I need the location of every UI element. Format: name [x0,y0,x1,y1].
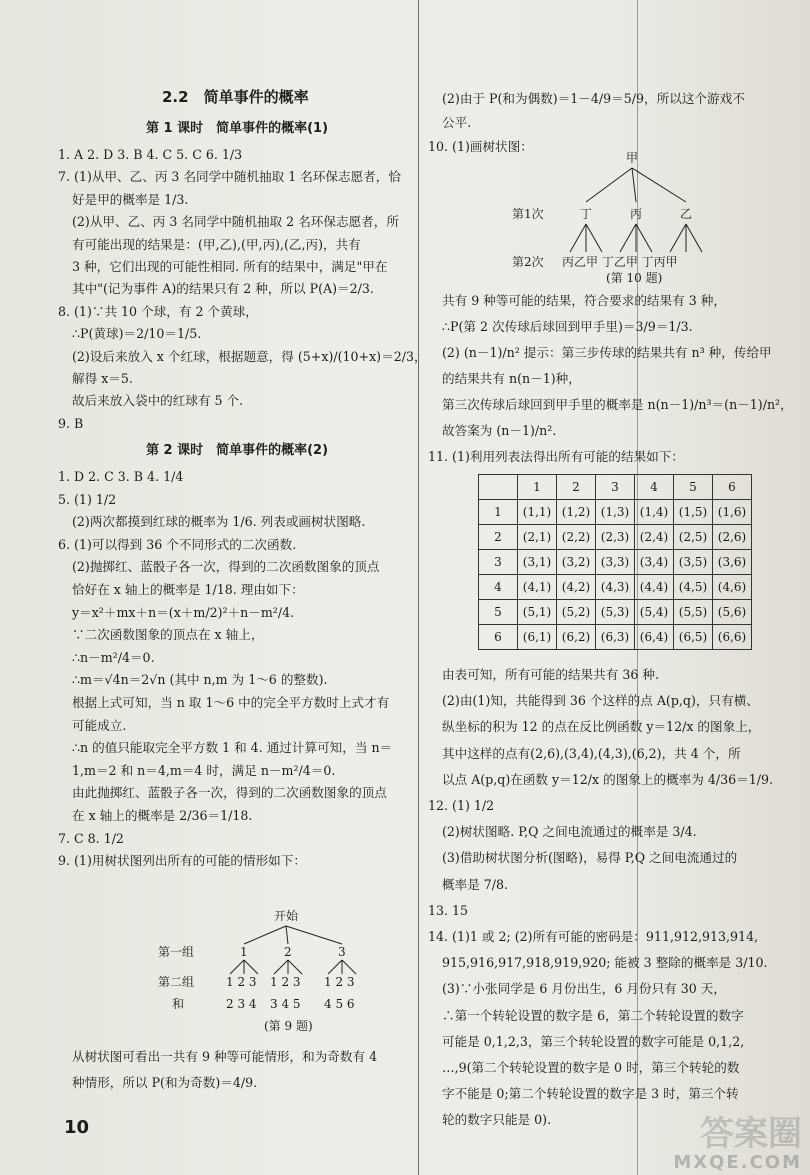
tree9-sum3: 4 5 6 [324,997,355,1011]
table-cell: (1,2) [557,500,596,525]
table-cell: (6,3) [596,625,635,650]
table-cell: (2,4) [635,525,674,550]
tree-diagram-9 [154,906,414,1036]
text-line: 1. D 2. C 3. B 4. 1/4 [58,469,184,484]
table-cell: 6 [479,625,518,650]
column-divider [418,0,419,1175]
text-line: 的结果共有 n(n－1)种， [442,371,581,386]
lesson2-title: 第 2 课时 简单事件的概率(2) [146,443,329,458]
table-row [479,550,752,575]
text-line: (3)借助树状图分析(图略)，易得 P,Q 之间电流通过的 [442,850,738,866]
table-cell: (5,2) [557,600,596,625]
table-cell: (6,2) [557,625,596,650]
table-header-cell [479,475,518,500]
text-line: 3 种，它们出现的可能性相同. 所有的结果中，满足"甲在 [72,259,388,274]
tree9-g2: 2 [284,945,292,959]
table-cell: 4 [479,575,518,600]
tree9-row2a: 1 2 3 [226,975,257,989]
table-cell: (1,1) [518,500,557,525]
tree9-row1-label: 第一组 [158,945,195,959]
table-cell: (4,6) [713,575,752,600]
text-line: ∴n 的值只能取完全平方数 1 和 4. 通过计算可知，当 n＝ [72,740,393,756]
table-row [479,600,752,625]
text-line: 其中这样的点有(2,6),(3,4),(4,3),(6,2)，共 4 个，所 [442,745,741,761]
tree9-start: 开始 [274,909,299,923]
text-line: 第三次传球后球回到甲手里的概率是 n(n－1)/n³＝(n－1)/n²， [442,397,793,412]
text-line: 概率是 7/8. [442,876,509,892]
text-line: 7. C 8. 1/2 [58,830,124,846]
text-line: 故答案为 (n－1)/n². [442,423,557,438]
text-line: 1. A 2. D 3. B 4. C 5. C 6. 1/3 [58,147,243,162]
table-cell: (4,3) [596,575,635,600]
text-line: 1,m＝2 和 n＝4,m＝4 时，满足 n－m²/4＝0. [72,762,336,778]
table-cell: 2 [479,525,518,550]
table-cell: (2,6) [713,525,752,550]
table-cell: (5,1) [518,600,557,625]
text-line: 种情形，所以 P(和为奇数)＝4/9. [72,1075,258,1090]
table-cell: (1,3) [596,500,635,525]
text-line: ∴P(第 2 次传球后球回到甲手里)＝3/9＝1/3. [442,319,693,334]
text-line: 13. 15 [428,902,469,918]
tree10-l1-a: 丁 [580,207,593,221]
table-cell: (3,3) [596,550,635,575]
text-line: 公平. [442,115,472,130]
table-cell: (5,4) [635,600,674,625]
text-line: 以点 A(p,q)在函数 y＝12/x 的图象上的概率为 4/36＝1/9. [442,771,774,787]
text-line: 11. (1)利用列表法得出所有可能的结果如下： [428,449,684,464]
page-number: 10 [64,1117,90,1138]
table-cell: (6,5) [674,625,713,650]
table-cell: (6,4) [635,625,674,650]
text-line: 轮的数字只能是 0). [442,1112,552,1128]
tree9-branches-bottom [230,960,356,974]
text-line: (2)树状图略. P,Q 之间电流通过的概率是 3/4. [442,824,697,840]
table-header-cell: 2 [557,475,596,500]
table-header-cell: 5 [674,475,713,500]
tree10-caption: (第 10 题) [606,271,663,285]
text-line: (2)从甲、乙、丙 3 名同学中随机抽取 2 名环保志愿者，所 [72,214,399,230]
tree9-g3: 3 [338,945,346,959]
text-line: 5. (1) 1/2 [58,491,117,507]
text-line: (2)两次都摸到红球的概率为 1/6. 列表或画树状图略. [72,514,366,530]
text-line: 好是甲的概率是 1/3. [72,191,189,207]
table-header-cell: 3 [596,475,635,500]
table-cell: (3,4) [635,550,674,575]
tree9-row2-label: 第二组 [158,975,195,989]
tree10-l1-c: 乙 [680,207,693,221]
table-cell: (5,3) [596,600,635,625]
text-line: 7. (1)从甲、乙、丙 3 名同学中随机抽取 1 名环保志愿者，恰 [58,169,401,185]
text-line: 可能是 0,1,2,3，第三个转轮设置的数字可能是 0,1,2, [442,1033,745,1049]
tree9-row2b: 1 2 3 [270,975,301,989]
table-row [479,625,752,650]
table-row [479,500,752,525]
tree10-l1-b: 丙 [630,207,643,221]
text-line: ∴m＝√4n＝2√n (其中 n,m 为 1～6 的整数). [72,672,328,688]
text-line: 915,916,917,918,919,920; 能被 3 整除的概率是 3/10. [442,955,768,971]
table-row [479,525,752,550]
table-cell: (6,6) [713,625,752,650]
text-line: ∵二次函数图象的顶点在 x 轴上， [72,627,264,643]
text-line: ∴n－m²/4＝0. [72,649,155,665]
text-line: 10. (1)画树状图： [428,139,533,154]
text-line: 由表可知，所有可能的结果共有 36 种. [442,667,659,682]
tree9-sum2: 3 4 5 [270,997,301,1011]
tree10-branches-top [586,168,686,202]
lesson1-title: 第 1 课时 简单事件的概率(1) [146,121,329,136]
tree9-row2c: 1 2 3 [324,975,355,989]
text-line: 根据上式可知，当 n 取 1～6 中的完全平方数时上式才有 [72,695,390,710]
table-cell: (5,5) [674,600,713,625]
text-line: 12. (1) 1/2 [428,798,495,813]
table-cell: (4,2) [557,575,596,600]
table-header-cell: 6 [713,475,752,500]
table-cell: (3,5) [674,550,713,575]
table-cell: (2,2) [557,525,596,550]
text-line: (2)由于 P(和为偶数)＝1－4/9＝5/9，所以这个游戏不 [442,91,745,106]
text-line: (2)抛掷红、蓝骰子各一次，得到的二次函数图象的顶点 [72,559,380,575]
text-line: 故后来放入袋中的红球有 5 个. [72,393,244,409]
tree9-branches-top [244,926,342,944]
text-line: 纵坐标的积为 12 的点在反比例函数 y＝12/x 的图象上， [442,719,761,735]
table-cell: (3,6) [713,550,752,575]
watermark: 答案圈 [700,1114,802,1154]
table-cell: 5 [479,600,518,625]
text-line: 从树状图可看出一共有 9 种等可能情形，和为奇数有 4 [72,1049,378,1064]
watermark-site: MXQE.COM [673,1152,802,1173]
table-cell: (4,4) [635,575,674,600]
table-cell: (4,1) [518,575,557,600]
text-line: 14. (1)1 或 2; (2)所有可能的密码是：911,912,913,914, [428,929,759,944]
text-line: 9. (1)用树状图列出所有的可能的情形如下： [58,853,306,869]
table-row [479,575,752,600]
text-line: 在 x 轴上的概率是 2/36＝1/18. [72,808,253,823]
results-table [478,474,752,650]
tree10-branches-bottom [570,224,702,252]
text-line: y＝x²＋mx＋n＝(x＋m/2)²＋n－m²/4. [72,604,295,620]
text-line: (3)∵小张同学是 6 月份出生，6 月份只有 30 天， [442,981,726,997]
table-cell: (4,5) [674,575,713,600]
table-cell: (3,2) [557,550,596,575]
table-cell: (3,1) [518,550,557,575]
table-header-cell: 1 [518,475,557,500]
table-header-cell: 4 [635,475,674,500]
tree10-row1-label: 第1次 [512,207,544,221]
text-line: 可能成立. [72,717,127,733]
text-line: 共有 9 种等可能的结果，符合要求的结果有 3 种， [442,293,726,308]
tree10-l2: 丙乙甲 丁乙甲 丁丙甲 [562,255,678,269]
table-cell: (1,5) [674,500,713,525]
text-line: (2) (n－1)/n² 提示：第三步传球的结果共有 n³ 种，传给甲 [442,345,772,360]
text-line: ∴第一个转轮设置的数字是 6，第二个转轮设置的数字 [442,1007,744,1023]
tree10-root: 甲 [626,151,639,165]
table-cell: (2,5) [674,525,713,550]
tree10-row2-label: 第2次 [512,255,544,269]
text-line: 其中"(记为事件 A)的结果只有 2 种，所以 P(A)＝2/3. [72,281,374,297]
section-title: 2.2 简单事件的概率 [162,88,309,106]
table-cell: 3 [479,550,518,575]
text-line: 恰好在 x 轴上的概率是 1/18. 理由如下： [72,582,304,597]
text-line: 由此抛掷红、蓝骰子各一次，得到的二次函数图象的顶点 [72,785,387,801]
text-line: 9. B [58,415,84,431]
text-line: 解得 x＝5. [72,371,133,386]
table-cell: (2,1) [518,525,557,550]
table-cell: (1,6) [713,500,752,525]
table-cell: (1,4) [635,500,674,525]
text-line: 8. (1)∵共 10 个球，有 2 个黄球， [58,303,258,319]
text-line: 有可能出现的结果是：(甲,乙),(甲,丙),(乙,丙)，共有 [72,236,361,252]
text-line: 6. (1)可以得到 36 个不同形式的二次函数. [58,536,297,552]
table-cell: 1 [479,500,518,525]
tree9-caption: (第 9 题) [264,1019,313,1033]
tree9-sum1: 2 3 4 [226,997,257,1011]
tree9-g1: 1 [240,945,248,959]
table-cell: (5,6) [713,600,752,625]
text-line: …,9(第二个转轮设置的数字是 0 时，第三个转轮的数 [442,1060,740,1075]
table-header-row [479,475,752,500]
tree9-row3-label: 和 [172,997,185,1011]
table-cell: (2,3) [596,525,635,550]
table-cell: (6,1) [518,625,557,650]
text-line: (2)由(1)知，共能得到 36 个这样的点 A(p,q)，只有横、 [442,693,759,709]
tree-diagram-10 [510,148,730,288]
text-line: ∴P(黄球)＝2/10＝1/5. [72,326,202,342]
text-line: 字不能是 0;第二个转轮设置的数字是 3 时，第三个转 [442,1086,739,1102]
text-line: (2)设后来放入 x 个红球，根据题意，得 (5+x)/(10+x)＝2/3， [72,348,427,364]
